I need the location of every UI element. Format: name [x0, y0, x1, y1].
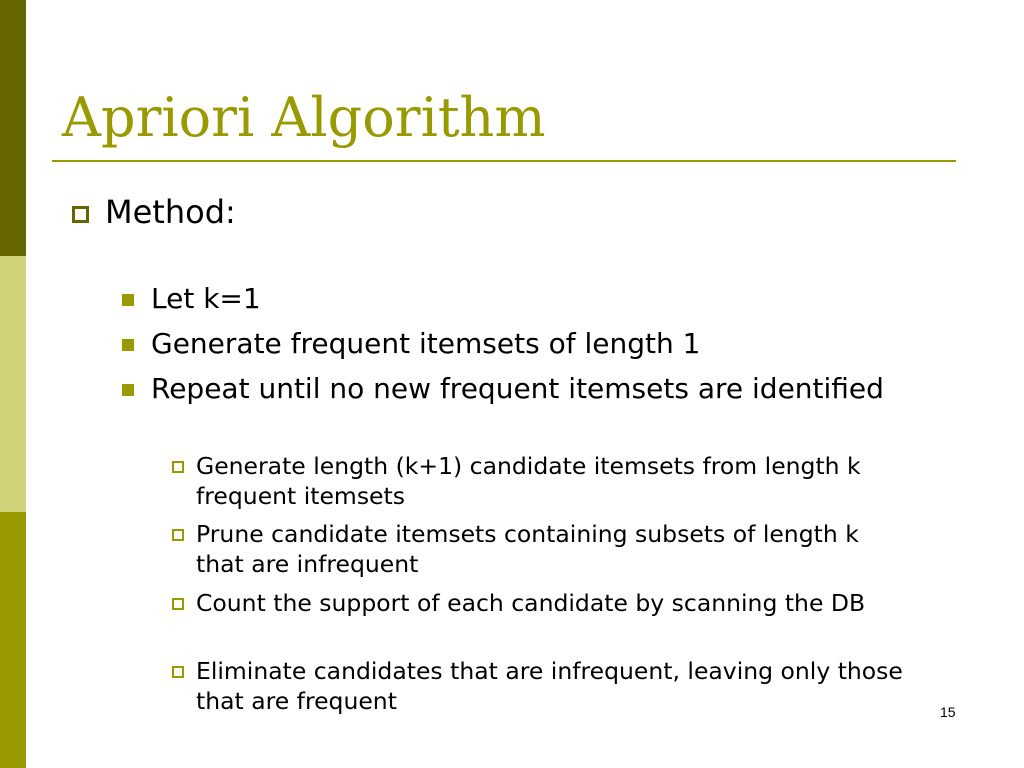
sidebar-stripe-dark — [0, 0, 26, 256]
hollow-square-bullet-icon — [172, 666, 184, 678]
step-text: Let k=1 — [151, 282, 261, 315]
hollow-square-bullet-icon — [72, 206, 89, 223]
sidebar-stripe-light — [0, 256, 26, 512]
substep-text: Generate length (k+1) candidate itemsets from length k frequent itemsets — [196, 452, 861, 510]
hollow-square-bullet-icon — [172, 598, 184, 610]
step-text: Repeat until no new frequent itemsets are identified — [151, 372, 884, 405]
title-divider — [52, 160, 956, 162]
sidebar-stripe-mid — [0, 512, 26, 768]
step-text: Generate frequent itemsets of length 1 — [151, 327, 701, 360]
hollow-square-bullet-icon — [172, 529, 184, 541]
solid-square-bullet-icon — [122, 339, 134, 351]
slide-title: Apriori Algorithm — [62, 86, 546, 149]
substep-text: Count the support of each candidate by scanning the DB — [196, 589, 866, 617]
solid-square-bullet-icon — [122, 384, 134, 396]
solid-square-bullet-icon — [122, 294, 134, 306]
page-number: 15 — [940, 704, 956, 720]
substep-text: Prune candidate itemsets containing subsets of length k that are infrequent — [196, 520, 859, 578]
substep-text: Eliminate candidates that are infrequent, leaving only those that are frequent — [196, 657, 903, 715]
bullet-text: Method: — [105, 193, 236, 231]
hollow-square-bullet-icon — [172, 461, 184, 473]
